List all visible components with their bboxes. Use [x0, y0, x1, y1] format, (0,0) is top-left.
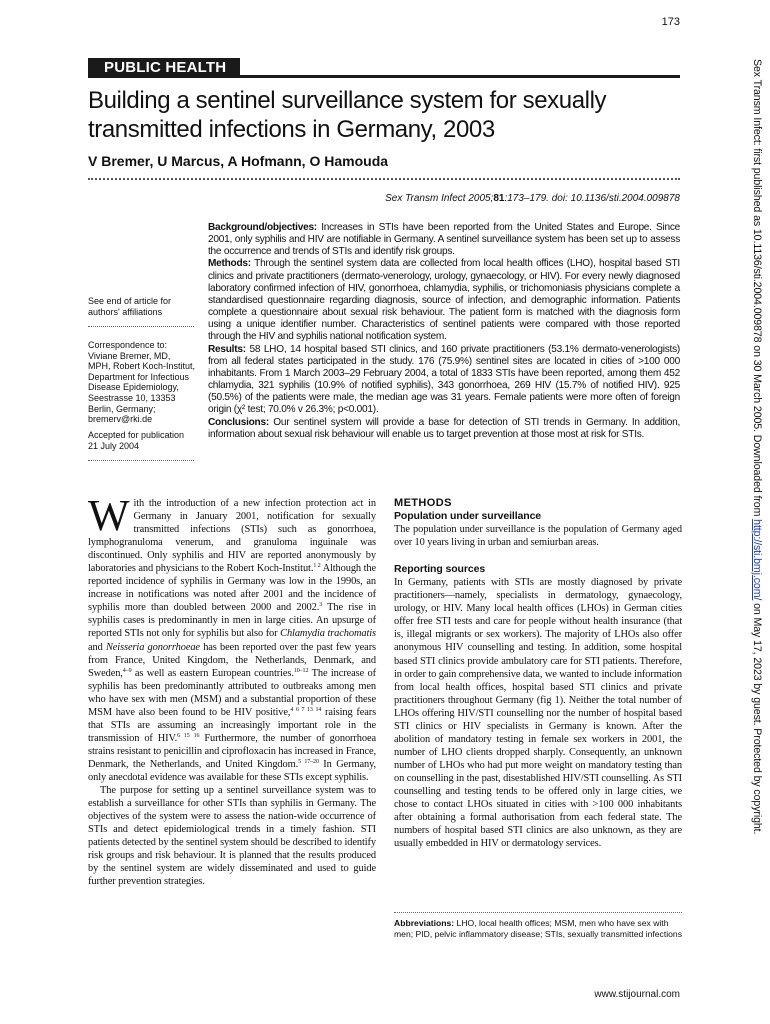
reference-link[interactable]: 10–12 [293, 667, 309, 674]
page-number: 173 [661, 16, 680, 28]
body-text: Furthermore, the number of gonorrhoea strains resistant to penicillin and ciprofloxacin has increased in France, Denmark, the Netherlands, and United Kingdom. [88, 732, 376, 770]
abbreviations-label: Abbreviations: [394, 918, 455, 928]
abstract-text: Our sentinel system will provide a base for detection of STI trends in Germany. In addition, information about sexual risk behaviour will enable us to target prevention at those most at risk for STIs. [208, 416, 680, 440]
abbreviations-divider [394, 912, 682, 913]
reference-link[interactable]: 3 [319, 602, 323, 609]
correspondence-email[interactable]: bremerv@rki.de [88, 414, 153, 425]
correspondence-line: Disease Epidemiology, [88, 382, 179, 393]
reference-link[interactable]: 1 2 [313, 563, 321, 570]
body-column-right [394, 497, 682, 850]
correspondence-label: Correspondence to: [88, 340, 168, 350]
correspondence-line: Seestrasse 10, 13353 [88, 392, 176, 403]
species-name: Chlamydia trachomatis [280, 628, 376, 640]
citation-suffix: :173–179. doi: 10.1136/sti.2004.009878 [504, 193, 680, 204]
abstract-methods [208, 258, 680, 343]
body-paragraph: The population under surveillance is the population of Germany aged over 10 years living in urban and semiurban areas. [394, 524, 682, 549]
abstract-label: Results: [208, 343, 246, 355]
body-text: Although the reported incidence of syphilis in Germany was low in the 1990s, an increase in notifications was noted after 2001 and the incidence of syphilis more than doubled between 2000 and 2002. [88, 563, 376, 614]
citation-volume: 81 [493, 193, 505, 204]
accepted-label: Accepted for publication [88, 430, 185, 440]
body-text: ith the introduction of a new infection protection act in Germany in January 2001, notification for sexually transmitted infections (STIs) such as gonorrhoea, lymphogranuloma venerum, and granuloma inguinale was discontinued. Only syphilis and HIV are reported anonymously by laboratories and physicians to the Robert Koch-Institut. [88, 498, 376, 575]
author-list: V Bremer, U Marcus, A Hofmann, O Hamouda [88, 153, 389, 169]
body-text: has been reported over the past few years from France, United Kingdom, the Netherlands, Denmark, and Sweden, [88, 641, 376, 679]
drop-cap: W [88, 491, 130, 540]
reference-link[interactable]: 5 17–20 [298, 758, 319, 765]
reference-link[interactable]: 4 6 7 13 14 [290, 706, 322, 713]
intro-paragraph: The purpose for setting up a sentinel surveillance system was to establish a surveillance for other STIs than syphilis in Germany. The objectives of the system were to assess the nation-wide occurrence of STIs and detect epidemiological trends in a timely fashion. STI patients detected by the sentinel system should be described to identify risk groups and risk behaviour. It is planned that the results produced by the sentinel system are widely disseminated and used to guide further prevention strategies. [88, 785, 376, 888]
sidebar-divider [88, 460, 194, 461]
accepted-date: 21 July 2004 [88, 441, 140, 451]
body-paragraph: In Germany, patients with STIs are mostly diagnosed by private practitioners—namely, specialists in dermatology, gynaecology, urology, or HIV. Many local health offices (LHOs) in German cities offer free STI tests and care for people without health insurance (that is, illegal migrants or sex workers). The majority of LHOs also offer anonymous HIV counselling and testing. In addition, some hospital based STI clinics provide ambulatory care for STI patients. Therefore, in order to gain comprehensive data, we wanted to include information from local health offices, hospital based STI clinics and private practitioners throughout Germany (fig 1). Neither the total number of LHOs offering HIV/STI counselling nor the number of hospital based STI clinics or HIV specialists in Germany is known. After the abolition of mandatory testing in female sex workers in 2001, the number of LHO clients dropped sharply. Consequently, an unknown number of LHOs who had put more weight on mandatory testing than on counselling in the past, disestablished HIV/STI counselling. As STI counselling and testing tends to be offered only in large cities, we chose to contact LHOs situated in cities with >100 000 inhabitants after obtaining a formal authorisation from each federal state. The numbers of hospital based STI clinics are also unknown, as they are usually embedded in HIV or dermatology services. [394, 577, 682, 850]
body-text: raising fears that STIs are assuming an increasingly important role in the transmission of HIV. [88, 706, 377, 744]
correspondence-line: Viviane Bremer, MD, [88, 350, 171, 361]
abbreviations-text: LHO, local health offices; MSM, men who have sex with men; PID, pelvic inflammatory disease; STIs, sexually transmitted infections [394, 918, 682, 939]
citation-prefix: Sex Transm Infect 2005; [385, 193, 494, 204]
copyright-notice [748, 59, 766, 935]
abstract-text: 58 LHO, 14 hospital based STI clinics, and 160 private practitioners (53.1% dermato-venerologists) from all federal states participated in the study. 176 (75.9%) sentinel sites are located in cities of >100 000 inhabitants. From 1 March 2003–29 February 2004, a total of 1833 STIs have been reported, among them 452 chlamydia, 321 syphilis (10.9% of notified syphilis), 343 gonorrhoea, 269 HIV (15.7% of notified HIV). 925 (50.5%) of the patients were male, the median age was 31 years. Female patients were more often of foreign origin (χ² test; 70.0% v 26.3%; p<0.001). [208, 343, 680, 416]
abstract-conclusions [208, 417, 680, 441]
sidebar-divider [88, 326, 194, 327]
subsection-heading: Reporting sources [394, 563, 486, 576]
sidebar-accepted [88, 430, 196, 461]
abstract-results [208, 344, 680, 417]
body-text: and [88, 641, 106, 653]
correspondence-line: Department for Infectious [88, 371, 190, 382]
correspondence-line: MPH, Robert Koch-Institut, [88, 361, 196, 372]
subsection-heading: Population under surveillance [394, 510, 542, 523]
article-title: Building a sentinel surveillance system for sexually transmitted infections in Germany, 2003 [88, 87, 607, 143]
abbreviations-box [394, 918, 682, 939]
abstract-text: Through the sentinel system data are collected from local health offices (LHO), hospital based STI clinics and private practitioners (dermato-venerology, urology, gynaecology, or HIV). For every newly diagnosed laboratory confirmed infection of HIV, gonorrhoea, chlamydia, syphilis, or trichomoniasis physicians complete a standardised questionnaire regarding diagnosis, source of infection, and demographic information. Patients complete a questionnaire about sexual risk behaviour. The patient form is matched with the diagnosis form using a unique identifier number. Characteristics of sentinel patients were compared with those reported through the HIV and syphilis national notification system. [208, 258, 680, 343]
notice-text: Sex Transm Infect: first published as 10.1136/sti.2004.009878 on 30 March 2005. Downloaded from [751, 59, 763, 520]
journal-link[interactable]: http://sti.bmj.com/ [751, 519, 763, 601]
species-name: Neisseria gonorrhoeae [105, 641, 200, 653]
abstract-text: Increases in STIs have been reported from the United States and Europe. Since 2001, only syphilis and HIV are notifiable in Germany. A sentinel surveillance system has been set up to assess the occurrence and trends of STIs and identify risk groups. [208, 222, 680, 258]
intro-paragraph [88, 491, 377, 784]
citation-line [300, 193, 680, 204]
reference-link[interactable]: 6 15 16 [177, 732, 200, 739]
section-heading: METHODS [394, 497, 452, 509]
journal-url[interactable]: www.stijournal.com [594, 989, 680, 1000]
body-text: The rise in syphilis cases is predominantly in men in large cities. An upsurge of reported STIs not only for syphilis but also for [88, 602, 376, 640]
body-column-left [88, 491, 377, 888]
abstract-label: Methods: [208, 258, 251, 270]
sidebar-affiliations [88, 296, 196, 327]
abstract-background [208, 222, 680, 258]
notice-text: on May 17, 2023 by guest. Protected by copyright. [751, 600, 763, 835]
body-text: The increase of syphilis has been predominantly attributed to outbreaks among men who have sex with men (MSM) and a substantial proportion of these MSM have also been found to be HIV positive, [88, 667, 376, 718]
body-text: as well as eastern European countries. [131, 667, 294, 679]
abstract-label: Conclusions: [208, 416, 269, 428]
abstract-label: Background/objectives: [208, 222, 317, 233]
dotted-divider [88, 178, 680, 180]
affiliations-note: See end of article for authors' affiliations [88, 296, 172, 317]
reference-link[interactable]: 4–9 [122, 667, 132, 674]
sidebar-correspondence [88, 340, 198, 425]
copyright-sidebar [748, 59, 766, 935]
correspondence-line: Berlin, Germany; [88, 403, 156, 414]
abstract [208, 222, 680, 441]
body-text: In Germany, only anecdotal evidence was available for these STIs except syphilis. [88, 758, 376, 783]
section-banner: PUBLIC HEALTH [88, 58, 240, 78]
